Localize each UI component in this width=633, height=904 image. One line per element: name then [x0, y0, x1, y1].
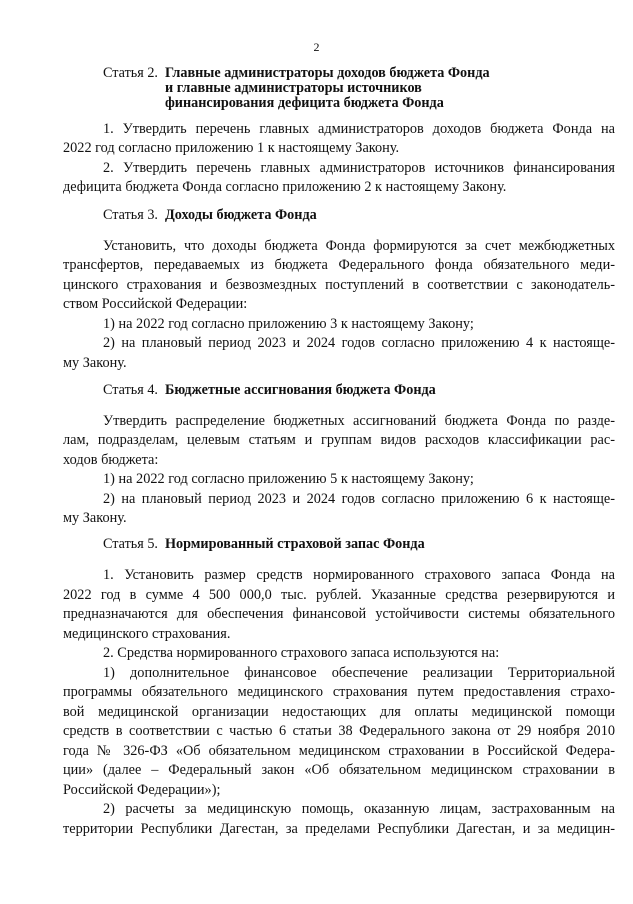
article-4-title: Бюджетные ассигнования бюджета Фонда — [164, 382, 436, 398]
paragraph-line: медицинского страхования. — [63, 626, 231, 642]
paragraph-line: лам, подразделам, целевым статьям и группам видов расходов классификации рас- — [63, 432, 615, 448]
page-number: 2 — [313, 40, 320, 54]
paragraph-line: Утвердить распределение бюджетных ассигнований бюджета Фонда по разде- — [103, 413, 615, 429]
article-2-title-line: Главные администраторы доходов бюджета Фонда — [164, 65, 490, 81]
list-item-line: 1) дополнительное финансовое обеспечение реализации Территориальной — [103, 665, 615, 681]
article-3-heading — [103, 208, 317, 223]
list-item-line: Российской Федерации»); — [63, 782, 221, 798]
article-2-title — [165, 66, 490, 111]
list-item-line: 2) на плановый период 2023 и 2024 годов согласно приложению 6 к настояще- — [103, 491, 615, 507]
list-item-line: ции» (далее – Федеральный закон «Об обязательном медицинском страховании в — [63, 762, 615, 778]
list-item-line: средств в соответствии с частью 6 статьи 38 Федерального закона от 29 ноября 2010 — [63, 723, 615, 739]
paragraph-line: ством Российской Федерации: — [63, 296, 248, 312]
paragraph-line: дефицита бюджета Фонда согласно приложению 2 к настоящему Закону. — [63, 179, 507, 195]
article-4-heading — [103, 383, 436, 398]
paragraph-line: 1. Установить размер средств нормированного страхового запаса Фонда на — [103, 567, 615, 583]
list-item-line: вой медицинской организации недостающих для оплаты медицинской помощи — [63, 704, 615, 720]
article-2-title-line: и главные администраторы источников — [164, 80, 422, 96]
paragraph-line: 2. Средства нормированного страхового запаса используются на: — [103, 645, 500, 661]
paragraph-line: ходов бюджета: — [63, 452, 159, 468]
list-item-line: территории Республики Дагестан, за пределами Республики Дагестан, и за медицин- — [63, 821, 615, 837]
article-3-title: Доходы бюджета Фонда — [164, 207, 317, 223]
paragraph-line: трансфертов, передаваемых из бюджета Федерального фонда обязательного меди- — [63, 257, 615, 273]
paragraph-line: 2022 год в сумме 4 500 000,0 тыс. рублей. Указанные средства резервируются и — [63, 587, 615, 603]
paragraph-line: предназначаются для обеспечения финансовой устойчивости системы обязательного — [63, 606, 615, 622]
article-5-heading — [103, 537, 425, 552]
list-item-line: му Закону. — [63, 355, 127, 371]
list-item-line: 1) на 2022 год согласно приложению 3 к настоящему Закону; — [103, 316, 474, 332]
article-4-number: Статья 4. — [103, 382, 158, 398]
article-3-number: Статья 3. — [103, 207, 158, 223]
article-5-number: Статья 5. — [103, 536, 158, 552]
list-item-line: 2) на плановый период 2023 и 2024 годов согласно приложению 4 к настояще- — [103, 335, 615, 351]
paragraph-line: цинского страхования и безвозмездных поступлений в соответствии с законодатель- — [63, 277, 615, 293]
list-item-line: 2) расчеты за медицинскую помощь, оказанную лицам, застрахованным на — [103, 801, 615, 817]
paragraph-line: 2. Утвердить перечень главных администраторов источников финансирования — [103, 160, 615, 176]
paragraph-line: Установить, что доходы бюджета Фонда формируются за счет межбюджетных — [103, 238, 615, 254]
article-2-heading — [103, 66, 490, 111]
article-2-number: Статья 2. — [103, 65, 158, 81]
paragraph-line: 1. Утвердить перечень главных администраторов доходов бюджета Фонда на — [103, 121, 615, 137]
paragraph-line: 2022 год согласно приложению 1 к настоящему Закону. — [63, 140, 400, 156]
list-item-line: му Закону. — [63, 510, 127, 526]
list-item-line: программы обязательного медицинского страхования путем предоставления страхо- — [63, 684, 615, 700]
article-5-title: Нормированный страховой запас Фонда — [164, 536, 425, 552]
article-2-title-line: финансирования дефицита бюджета Фонда — [164, 95, 444, 111]
list-item-line: года № 326-ФЗ «Об обязательном медицинском страховании в Российской Федера- — [63, 743, 615, 759]
list-item-line: 1) на 2022 год согласно приложению 5 к настоящему Закону; — [103, 471, 474, 487]
